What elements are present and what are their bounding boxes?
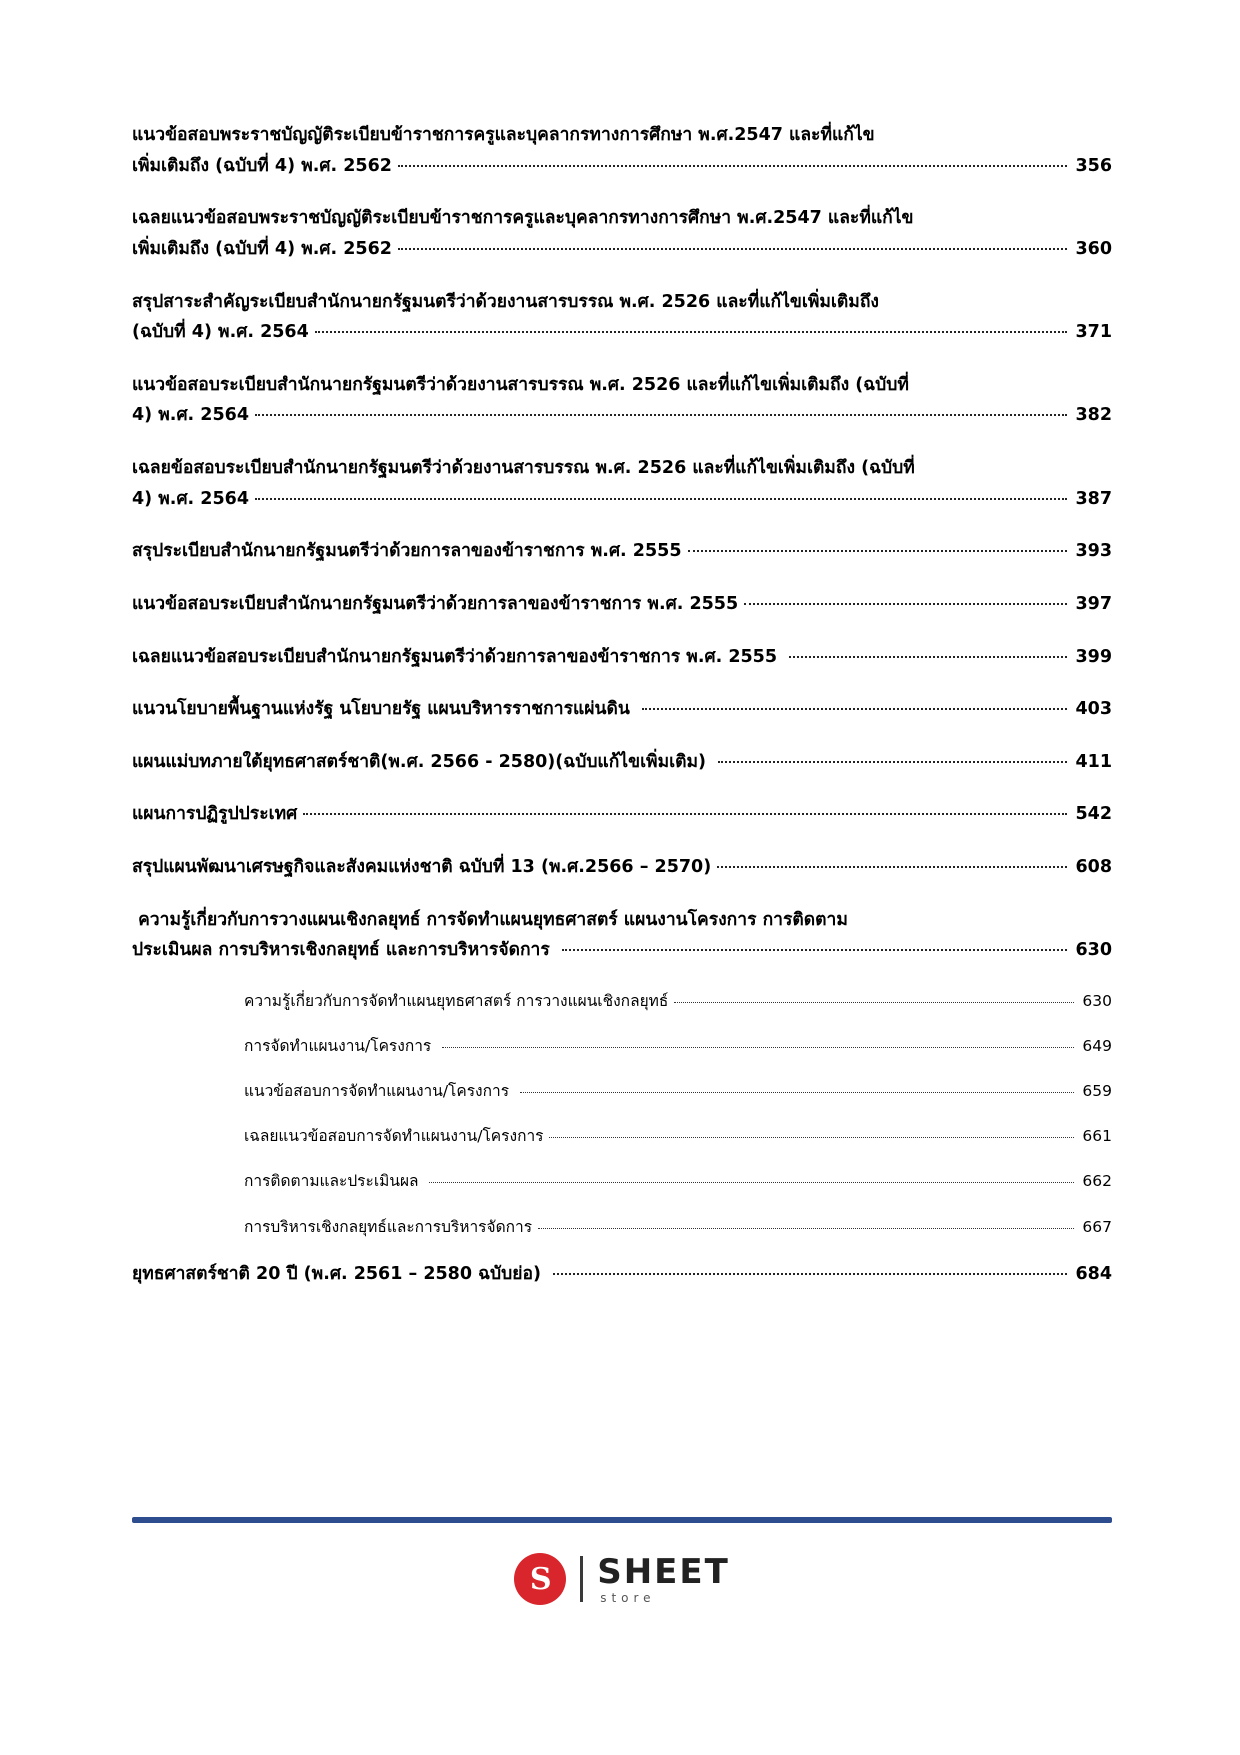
toc-entry-title-line1: สรุปสาระสำคัญระเบียบสำนักนายกรัฐมนตรีว่าด้วยงานสารบรรณ พ.ศ. 2526 และที่แก้ไขเพิ่มเติมถึง	[132, 291, 879, 312]
toc-entry-title: ประเมินผล การบริหารเชิงกลยุทธ์ และการบริหารจัดการ	[132, 940, 556, 961]
toc-entry[interactable]	[132, 1214, 1112, 1241]
toc-entry-title-line1: แนวข้อสอบระเบียบสำนักนายกรัฐมนตรีว่าด้วยงานสารบรรณ พ.ศ. 2526 และที่แก้ไขเพิ่มเติมถึง (ฉบับที่	[132, 374, 909, 395]
toc-entry[interactable]	[132, 905, 1112, 966]
toc-entry[interactable]	[132, 287, 1112, 348]
toc-entry-row	[132, 536, 1112, 567]
toc-entry[interactable]	[132, 852, 1112, 883]
toc-entry-row	[132, 1259, 1112, 1290]
toc-page-number: 397	[1075, 593, 1112, 614]
toc-entry[interactable]	[132, 589, 1112, 620]
toc-page-number: 661	[1082, 1127, 1112, 1146]
toc-entry[interactable]	[132, 1033, 1112, 1060]
toc-entry[interactable]	[132, 453, 1112, 514]
toc-entry-title: แนวนโยบายพื้นฐานแห่งรัฐ นโยบายรัฐ แผนบริหารราชการแผ่นดิน	[132, 699, 636, 720]
toc-page-number: 371	[1075, 322, 1112, 343]
toc-dot-leader	[718, 760, 1067, 763]
toc-page-number: 411	[1075, 751, 1112, 772]
toc-entry-title: การบริหารเชิงกลยุทธ์และการบริหารจัดการ	[244, 1217, 533, 1236]
toc-entry[interactable]	[132, 747, 1112, 778]
toc-dot-leader	[562, 948, 1068, 951]
toc-dot-leader	[688, 549, 1068, 552]
toc-dot-leader	[642, 707, 1068, 710]
toc-dot-leader	[429, 1181, 1074, 1183]
logo-subtitle: store	[600, 1590, 656, 1605]
toc-entry-row	[132, 642, 1112, 673]
toc-page-number: 684	[1075, 1263, 1112, 1284]
toc-entry-title: เพิ่มเติมถึง (ฉบับที่ 4) พ.ศ. 2562	[132, 238, 392, 259]
toc-page-number: 393	[1075, 541, 1112, 562]
toc-page-number: 403	[1075, 699, 1112, 720]
brand-logo	[132, 1553, 1112, 1605]
toc-page-number: 608	[1075, 857, 1112, 877]
toc-entry-row	[132, 484, 1112, 515]
toc-dot-leader	[744, 602, 1067, 605]
toc-dot-leader	[538, 1227, 1074, 1229]
toc-entry-row	[132, 852, 1112, 883]
toc-dot-leader	[255, 497, 1067, 500]
toc-entry-row	[244, 1078, 1112, 1105]
toc-dot-leader	[303, 812, 1067, 815]
toc-entry-title-line1: แนวข้อสอบพระราชบัญญัติระเบียบข้าราชการครูและบุคลากรทางการศึกษา พ.ศ.2547 และที่แก้ไข	[132, 125, 875, 145]
table-of-contents	[132, 120, 1112, 1289]
logo-title: SHEET	[597, 1551, 730, 1592]
toc-page-number: 382	[1075, 405, 1112, 426]
toc-page-number: 542	[1075, 804, 1112, 825]
toc-dot-leader	[549, 1136, 1074, 1138]
toc-entry-title: เพิ่มเติมถึง (ฉบับที่ 4) พ.ศ. 2562	[132, 155, 392, 176]
toc-entry-title: ความรู้เกี่ยวกับการจัดทำแผนยุทธศาสตร์ การวางแผนเชิงกลยุทธ์	[244, 991, 669, 1010]
toc-entry-title: การติดตามและประเมินผล	[244, 1172, 424, 1191]
toc-entry[interactable]	[132, 988, 1112, 1015]
toc-entry-row	[244, 1214, 1112, 1241]
toc-page-number: 399	[1075, 646, 1112, 667]
toc-entry[interactable]	[132, 799, 1112, 830]
footer-divider	[132, 1517, 1112, 1523]
toc-dot-leader	[255, 413, 1067, 416]
toc-page-number: 649	[1082, 1037, 1112, 1055]
toc-dot-leader	[398, 247, 1068, 250]
toc-dot-leader	[315, 330, 1068, 333]
toc-page-number: 667	[1082, 1217, 1112, 1236]
toc-dot-leader	[398, 164, 1068, 167]
toc-entry[interactable]	[132, 1259, 1112, 1290]
toc-entry[interactable]	[132, 1123, 1112, 1150]
toc-entry-row	[132, 799, 1112, 830]
toc-entry-row	[132, 747, 1112, 778]
toc-dot-leader	[717, 865, 1067, 868]
toc-entry-title: เฉลยแนวข้อสอบระเบียบสำนักนายกรัฐมนตรีว่าด้วยการลาของข้าราชการ พ.ศ. 2555	[132, 646, 784, 667]
toc-entry-row	[132, 151, 1112, 182]
toc-entry-title-line1: เฉลยข้อสอบระเบียบสำนักนายกรัฐมนตรีว่าด้วยงานสารบรรณ พ.ศ. 2526 และที่แก้ไขเพิ่มเติมถึง (ฉบับที่	[132, 458, 915, 478]
toc-entry-title: 4) พ.ศ. 2564	[132, 405, 250, 426]
toc-page-number: 360	[1075, 238, 1112, 259]
toc-entry-title: การจัดทำแผนงาน/โครงการ	[244, 1037, 437, 1055]
toc-entry-row	[244, 988, 1112, 1015]
toc-dot-leader	[789, 655, 1067, 658]
toc-dot-leader	[520, 1091, 1074, 1093]
toc-entry-title: 4) พ.ศ. 2564	[132, 488, 250, 509]
toc-entry-title: แผนแม่บทภายใต้ยุทธศาสตร์ชาติ(พ.ศ. 2566 - 2580)(ฉบับแก้ไขเพิ่มเติม)	[132, 751, 713, 772]
toc-entry-title-line1: ความรู้เกี่ยวกับการวางแผนเชิงกลยุทธ์ การจัดทำแผนยุทธศาสตร์ แผนงานโครงการ การติดตาม	[132, 909, 848, 930]
toc-entry-title: เฉลยแนวข้อสอบการจัดทำแผนงาน/โครงการ	[244, 1127, 544, 1146]
toc-entry-row	[132, 317, 1112, 348]
toc-dot-leader	[553, 1272, 1067, 1275]
toc-entry[interactable]	[132, 1168, 1112, 1195]
toc-page-number: 659	[1082, 1082, 1112, 1101]
toc-page-number: 356	[1075, 155, 1112, 176]
toc-entry[interactable]	[132, 120, 1112, 181]
toc-entry-title: ยุทธศาสตร์ชาติ 20 ปี (พ.ศ. 2561 – 2580 ฉบับย่อ)	[132, 1263, 548, 1284]
toc-entry-title: แนวข้อสอบการจัดทำแผนงาน/โครงการ	[244, 1082, 514, 1101]
page-footer	[132, 1517, 1112, 1637]
logo-divider	[580, 1556, 583, 1602]
toc-entry-title-line1: เฉลยแนวข้อสอบพระราชบัญญัติระเบียบข้าราชการครูและบุคลากรทางการศึกษา พ.ศ.2547 และที่แก้ไข	[132, 208, 914, 229]
toc-entry-row	[244, 1123, 1112, 1150]
toc-dot-leader	[442, 1046, 1074, 1048]
toc-entry[interactable]	[132, 536, 1112, 567]
toc-entry-row	[244, 1168, 1112, 1195]
toc-entry[interactable]	[132, 203, 1112, 264]
toc-entry[interactable]	[132, 370, 1112, 431]
toc-page-number: 662	[1082, 1172, 1112, 1191]
logo-mark-icon: S	[514, 1553, 566, 1605]
toc-entry-title: แนวข้อสอบระเบียบสำนักนายกรัฐมนตรีว่าด้วยการลาของข้าราชการ พ.ศ. 2555	[132, 593, 739, 614]
toc-page-number: 630	[1075, 940, 1112, 961]
toc-entry-title: สรุปแผนพัฒนาเศรษฐกิจและสังคมแห่งชาติ ฉบับที่ 13 (พ.ศ.2566 – 2570)	[132, 857, 712, 877]
toc-entry-title: สรุประเบียบสำนักนายกรัฐมนตรีว่าด้วยการลาของข้าราชการ พ.ศ. 2555	[132, 541, 682, 562]
toc-entry-row	[132, 400, 1112, 431]
toc-entry-row	[132, 935, 1112, 966]
toc-page-number: 630	[1082, 991, 1112, 1010]
toc-entry-row	[132, 694, 1112, 725]
toc-entry[interactable]	[132, 694, 1112, 725]
toc-entry-row	[132, 589, 1112, 620]
toc-entry-row	[244, 1033, 1112, 1060]
toc-entry-row	[132, 234, 1112, 265]
toc-entry[interactable]	[132, 642, 1112, 673]
toc-entry-title: แผนการปฏิรูปประเทศ	[132, 804, 298, 825]
logo-wordmark	[597, 1551, 730, 1605]
toc-entry[interactable]	[132, 1078, 1112, 1105]
toc-dot-leader	[674, 1001, 1074, 1003]
toc-page-number: 387	[1075, 488, 1112, 509]
toc-entry-title: (ฉบับที่ 4) พ.ศ. 2564	[132, 322, 309, 343]
